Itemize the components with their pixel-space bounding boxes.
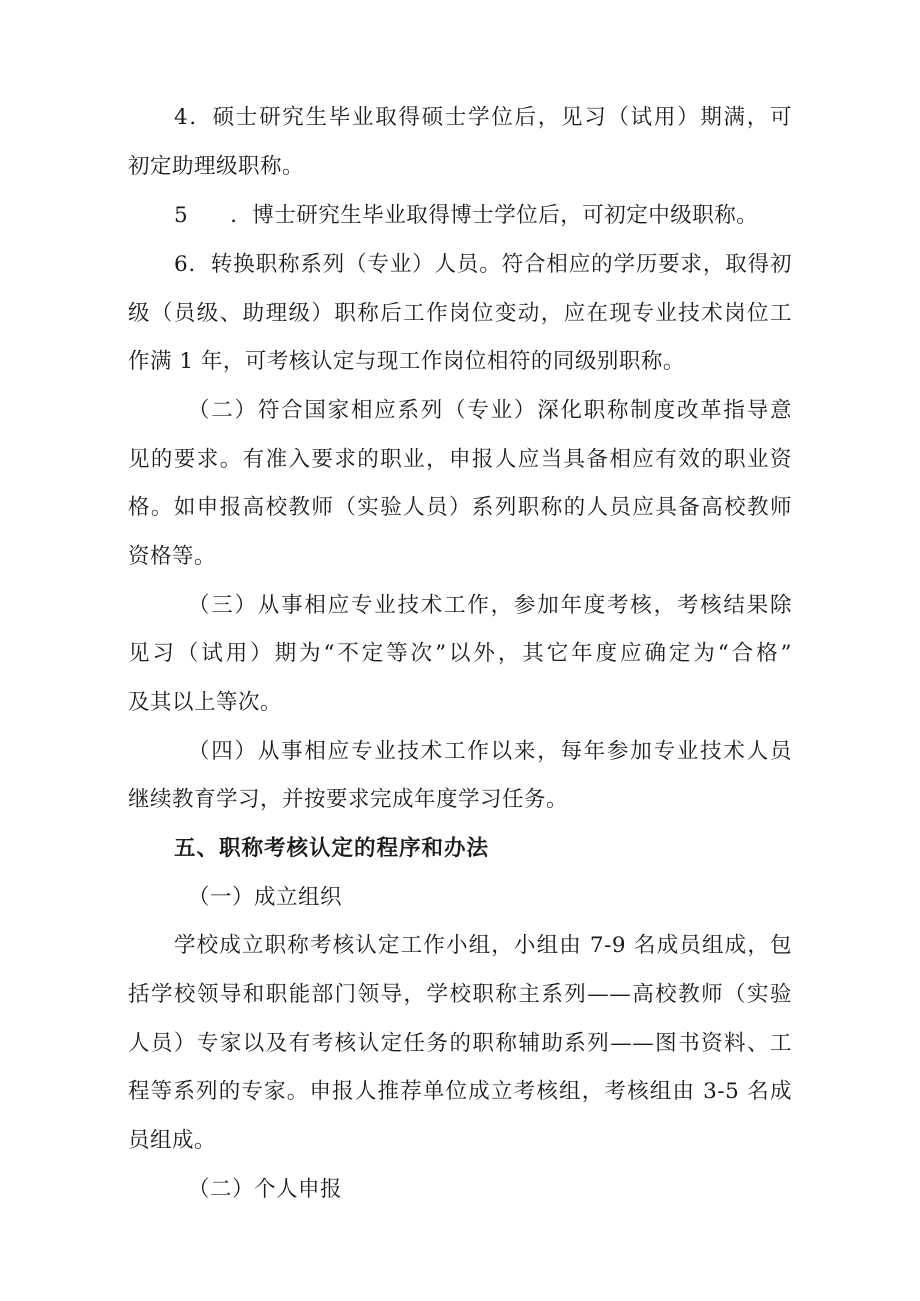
paragraph-line: 6．转换职称系列（专业）人员。符合相应的学历要求，取得初 — [174, 252, 792, 277]
paragraph-line: 程等系列的专家。申报人推荐单位成立考核组，考核组由 3-5 名成 — [128, 1079, 792, 1104]
paragraph-line: 见的要求。有准入要求的职业，申报人应当具备相应有效的职业资 — [128, 447, 792, 472]
subsection-heading: （一）成立组织 — [188, 885, 343, 910]
paragraph-line: 人员）专家以及有考核认定任务的职称辅助系列——图书资料、工 — [128, 1031, 792, 1056]
paragraph-line: （二）符合国家相应系列（专业）深化职称制度改革指导意 — [188, 398, 792, 423]
paragraph-line — [174, 202, 792, 230]
paragraph-line: 见习（试用）期为“不定等次”以外，其它年度应确定为“合格” — [128, 641, 792, 666]
paragraph-line: 作满 1 年，可考核认定与现工作岗位相符的同级别职称。 — [128, 349, 685, 374]
paragraph-line: 学校成立职称考核认定工作小组，小组由 7-9 名成员组成，包 — [174, 933, 792, 958]
item-text: ．博士研究生毕业取得博士学位后，可初定中级职称。 — [230, 203, 759, 228]
section-heading: 五、职称考核认定的程序和办法 — [174, 836, 490, 861]
item-number: 5 — [174, 203, 189, 228]
paragraph-line: 继续教育学习，并按要求完成年度学习任务。 — [128, 787, 569, 812]
paragraph-line: 员组成。 — [128, 1128, 217, 1153]
paragraph-line: （三）从事相应专业技术工作，参加年度考核，考核结果除 — [188, 593, 792, 618]
paragraph-line: 初定助理级职称。 — [128, 154, 305, 179]
paragraph-line: （四）从事相应专业技术工作以来，每年参加专业技术人员 — [188, 739, 792, 764]
paragraph-line: 括学校领导和职能部门领导，学校职称主系列——高校教师（实验 — [128, 982, 792, 1007]
paragraph-line: 格。如申报高校教师（实验人员）系列职称的人员应具备高校教师 — [128, 495, 792, 520]
subsection-heading: （二）个人申报 — [188, 1177, 343, 1202]
paragraph-line: 资格等。 — [128, 544, 217, 569]
paragraph-line: 及其以上等次。 — [128, 690, 283, 715]
paragraph-line: 4．硕士研究生毕业取得硕士学位后，见习（试用）期满，可 — [174, 105, 792, 130]
paragraph-line: 级（员级、助理级）职称后工作岗位变动，应在现专业技术岗位工 — [128, 301, 792, 326]
